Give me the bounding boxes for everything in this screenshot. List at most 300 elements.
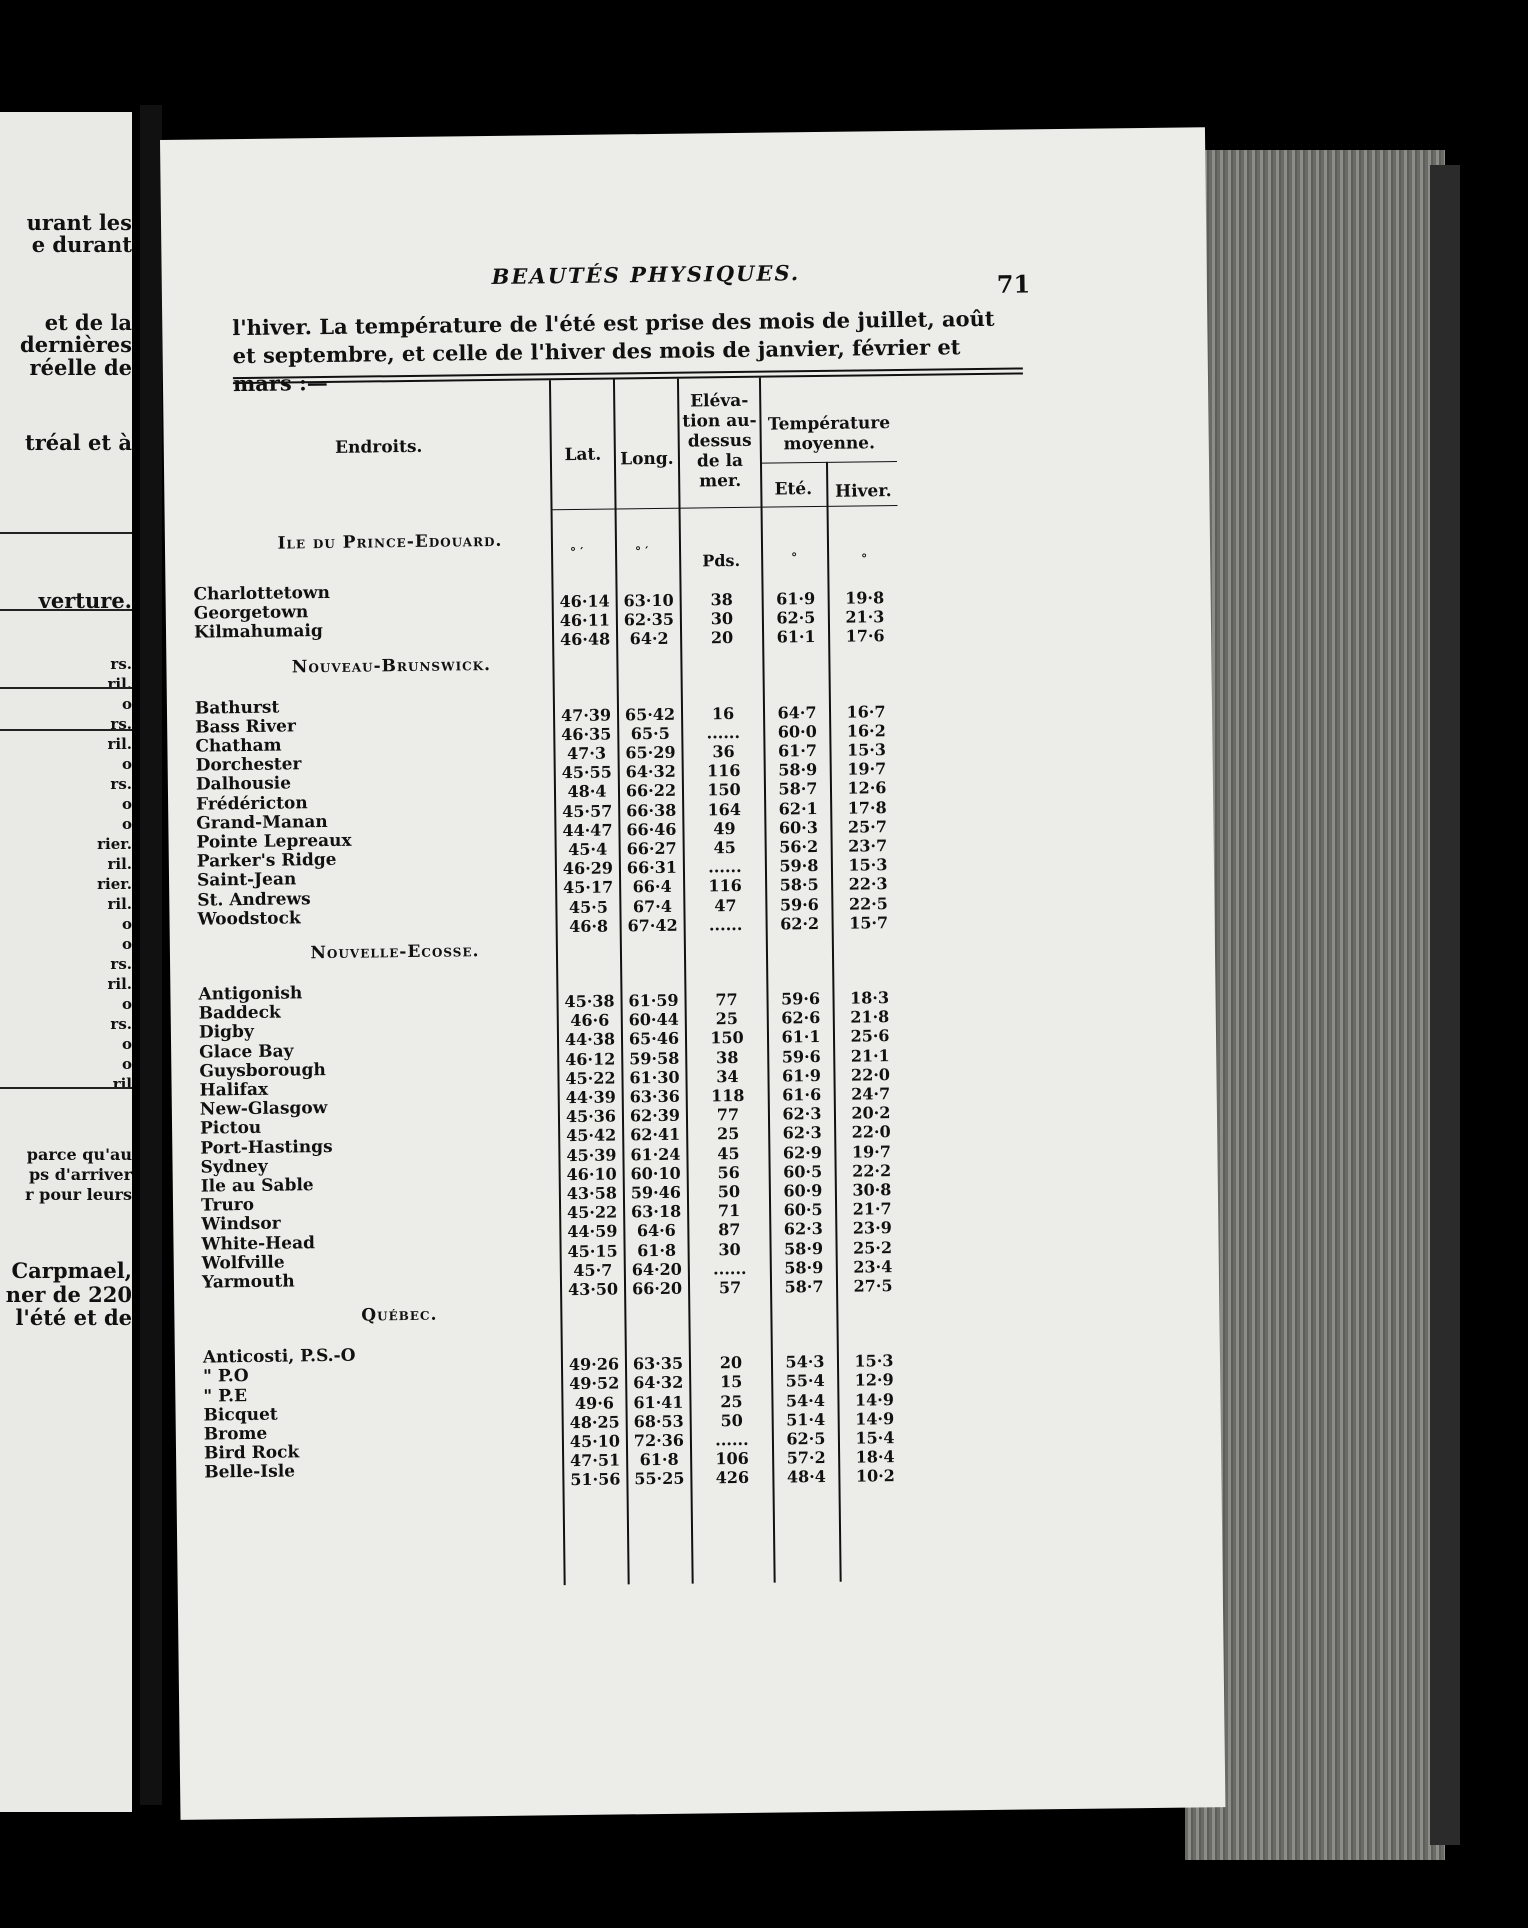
place-name: " P.O	[202, 1366, 249, 1387]
leader-dots	[316, 621, 546, 624]
cell-winter-temp: 16·2	[846, 720, 886, 741]
cell-winter-temp: 22·2	[852, 1160, 892, 1181]
facing-page-text: ril	[112, 1075, 132, 1093]
cell-latitude: 45·17	[562, 877, 614, 898]
header-long: Long.	[620, 448, 674, 470]
place-name: Dalhousie	[195, 773, 292, 795]
cell-elevation: 116	[708, 876, 742, 896]
cell-longitude: 64·20	[631, 1259, 682, 1280]
cell-summer-temp: 62·9	[782, 1142, 823, 1163]
place-name: Charlottetown	[193, 582, 331, 605]
cell-elevation: 36	[712, 742, 735, 762]
cell-elevation: 150	[707, 780, 741, 800]
cell-longitude: 68·53	[633, 1411, 684, 1432]
cell-winter-temp: 17·8	[847, 797, 887, 818]
leader-dots	[318, 830, 548, 833]
facing-page-text: l'été et de	[15, 1305, 132, 1330]
cell-winter-temp: 19·8	[845, 588, 885, 608]
cell-longitude: 61·8	[639, 1449, 679, 1470]
cell-elevation: 25	[720, 1391, 743, 1411]
cell-summer-temp: 54·3	[785, 1352, 825, 1372]
cell-latitude: 47·39	[560, 705, 612, 725]
cell-winter-temp: 19·7	[847, 759, 887, 779]
header-bottom-rule	[553, 505, 898, 510]
cell-elevation: 118	[710, 1085, 745, 1106]
place-name: Dorchester	[195, 754, 302, 776]
cell-elevation: ......	[715, 1429, 749, 1450]
temp-subrule	[762, 461, 897, 464]
cell-latitude: 46·11	[559, 610, 611, 631]
facing-page-text: dernières	[20, 332, 132, 357]
facing-page-text: o	[121, 1055, 132, 1073]
facing-page-text: r pour leurs	[25, 1185, 132, 1204]
facing-page-text: o	[121, 815, 132, 833]
place-name: White-Head	[201, 1232, 316, 1255]
leader-dots	[319, 869, 549, 872]
header-ete: Eté.	[774, 479, 813, 500]
leader-dots	[323, 1193, 553, 1196]
book-cover-edge	[1430, 165, 1460, 1845]
cell-latitude: 43·58	[566, 1183, 618, 1204]
cell-winter-temp: 15·3	[854, 1351, 894, 1371]
cell-summer-temp: 60·5	[783, 1200, 823, 1220]
leader-dots	[322, 1078, 552, 1081]
cell-elevation: 47	[714, 895, 737, 915]
cell-winter-temp: 24·7	[851, 1084, 891, 1104]
cell-winter-temp: 22·0	[851, 1122, 891, 1143]
cell-longitude: 59·58	[629, 1048, 680, 1068]
cell-winter-temp: 23·9	[852, 1218, 892, 1239]
cell-latitude: 45·10	[569, 1431, 621, 1452]
cell-latitude: 45·42	[566, 1125, 617, 1146]
cell-longitude: 67·42	[627, 915, 678, 936]
cell-longitude: 61·41	[633, 1392, 684, 1412]
facing-page-text: Carpmael,	[11, 1258, 132, 1283]
cell-latitude: 45·39	[566, 1145, 617, 1165]
cell-summer-temp: 62·5	[776, 608, 816, 628]
cell-latitude: 49·26	[568, 1354, 620, 1375]
cell-summer-temp: 58·7	[784, 1276, 824, 1297]
cell-latitude: 45·15	[567, 1241, 618, 1261]
book-gutter	[140, 105, 162, 1805]
cell-winter-temp: 12·9	[854, 1370, 894, 1390]
facing-page-text: rs.	[110, 655, 132, 673]
cell-latitude: 45·57	[562, 801, 613, 821]
cell-longitude: 62·39	[629, 1105, 681, 1126]
unit-hiver: °	[861, 551, 868, 566]
cell-winter-temp: 14·9	[854, 1389, 895, 1410]
leader-dots	[318, 773, 548, 776]
facing-page-rule	[0, 687, 132, 689]
cell-winter-temp: 15·4	[855, 1428, 895, 1448]
leader-dots	[317, 715, 547, 718]
cell-winter-temp: 30·8	[852, 1180, 892, 1200]
place-name: Bathurst	[194, 697, 280, 719]
cell-longitude: 63·10	[623, 590, 674, 611]
place-name: Kilmahumaig	[193, 621, 323, 644]
place-name: Guysborough	[199, 1059, 326, 1082]
cell-elevation: 25	[715, 1009, 739, 1029]
cell-winter-temp: 18·3	[849, 988, 890, 1008]
header-elevation: Eléva- tion au- dessus de la mer.	[682, 390, 757, 492]
cell-latitude: 46·48	[559, 629, 611, 650]
cell-winter-temp: 18·4	[855, 1447, 895, 1467]
cell-longitude: 72·36	[633, 1430, 685, 1451]
place-name: Antigonish	[198, 983, 303, 1005]
place-name: Baddeck	[198, 1002, 281, 1024]
cell-summer-temp: 61·9	[781, 1065, 822, 1086]
leader-dots	[316, 602, 546, 605]
cell-winter-temp: 22·5	[848, 893, 888, 914]
cell-longitude: 61·24	[630, 1144, 681, 1164]
cell-summer-temp: 59·6	[779, 894, 819, 915]
leader-dots	[319, 888, 549, 891]
place-name: Belle-Isle	[204, 1461, 296, 1483]
cell-elevation: 150	[710, 1028, 744, 1048]
cell-elevation: ......	[708, 914, 743, 935]
cell-winter-temp: 21·1	[850, 1045, 890, 1066]
leader-dots	[317, 734, 547, 737]
cell-latitude: 44·38	[564, 1029, 616, 1050]
cell-summer-temp: 58·9	[778, 760, 818, 780]
cell-summer-temp: 59·6	[781, 1046, 821, 1067]
cell-summer-temp: 59·8	[779, 856, 819, 876]
cell-summer-temp: 62·3	[782, 1104, 822, 1124]
cell-latitude: 44·47	[562, 820, 613, 840]
facing-page-text: o	[121, 995, 132, 1013]
cell-latitude: 46·14	[559, 591, 610, 612]
place-name: Sydney	[200, 1156, 268, 1178]
section-title: Québec.	[361, 1304, 438, 1326]
place-name: Bird Rock	[203, 1442, 300, 1464]
section-title: Nouveau-Brunswick.	[291, 654, 492, 678]
leader-dots	[319, 849, 549, 852]
cell-longitude: 63·36	[629, 1086, 680, 1107]
cell-winter-temp: 27·5	[853, 1276, 893, 1296]
cell-longitude: 66·4	[632, 877, 672, 897]
cell-elevation: ......	[706, 722, 741, 743]
cell-latitude: 44·59	[567, 1221, 618, 1242]
cell-latitude: 46·29	[562, 858, 614, 879]
cell-elevation: 77	[716, 1105, 740, 1125]
leader-dots	[322, 1117, 552, 1120]
cell-winter-temp: 21·8	[850, 1007, 890, 1027]
cell-winter-temp: 17·6	[845, 626, 885, 647]
place-name: Bicquet	[203, 1404, 278, 1426]
unit-lat: ° ′	[569, 544, 584, 560]
cell-winter-temp: 14·9	[855, 1408, 895, 1429]
cell-summer-temp: 59·6	[780, 989, 821, 1009]
cell-longitude: 66·31	[626, 857, 678, 878]
place-name: " P.E	[203, 1385, 248, 1407]
cell-winter-temp: 16·7	[846, 701, 886, 722]
cell-summer-temp: 57·2	[786, 1448, 826, 1468]
facing-page-text: o	[121, 915, 132, 933]
cell-elevation: 15	[719, 1372, 743, 1392]
header-lat: Lat.	[564, 444, 602, 466]
cell-summer-temp: 64·7	[777, 702, 817, 723]
cell-elevation: 57	[718, 1277, 742, 1298]
cell-elevation: 71	[717, 1201, 741, 1221]
place-name: Halifax	[199, 1079, 269, 1101]
cell-summer-temp: 55·4	[785, 1371, 825, 1391]
leader-dots	[318, 811, 548, 814]
place-name: Saint-Jean	[196, 869, 297, 891]
cell-winter-temp: 15·3	[846, 740, 887, 760]
cell-latitude: 45·36	[565, 1106, 617, 1127]
cell-summer-temp: 61·7	[777, 741, 818, 761]
cell-elevation: 50	[720, 1410, 743, 1431]
cell-longitude: 66·20	[631, 1278, 683, 1299]
header-hiver: Hiver.	[834, 481, 892, 502]
facing-page-text: o	[121, 795, 132, 813]
cell-winter-temp: 15·7	[849, 912, 889, 933]
cell-longitude: 66·38	[626, 800, 677, 820]
cell-latitude: 46·10	[566, 1164, 617, 1184]
facing-page-text: o	[121, 1035, 132, 1053]
leader-dots	[321, 1001, 551, 1004]
cell-summer-temp: 62·6	[781, 1008, 821, 1028]
leader-dots	[321, 1021, 551, 1024]
cell-latitude: 46·8	[569, 916, 609, 936]
facing-page-rule	[0, 1087, 132, 1089]
cell-winter-temp: 22·0	[850, 1064, 891, 1085]
intro-paragraph: l'hiver. La température de l'été est prise des mois de juillet, août et septembre, et celle de l'hiver des mois de janvier, février et mars :—	[232, 305, 995, 397]
cell-elevation: 56	[717, 1162, 740, 1183]
cell-latitude: 49·52	[569, 1373, 620, 1394]
cell-longitude: 59·46	[630, 1182, 682, 1203]
cell-summer-temp: 62·1	[778, 798, 818, 819]
cell-latitude: 47·51	[569, 1450, 621, 1471]
facing-page-text: parce qu'au	[26, 1145, 132, 1164]
cell-elevation: 87	[718, 1220, 741, 1240]
cell-latitude: 45·5	[568, 897, 609, 917]
leader-dots	[321, 1040, 551, 1043]
cell-summer-temp: 62·3	[783, 1219, 823, 1239]
cell-longitude: 62·41	[630, 1125, 681, 1145]
cell-longitude: 64·32	[625, 761, 676, 782]
cell-latitude: 45·22	[565, 1068, 616, 1088]
unit-ete: °	[791, 550, 798, 565]
cell-longitude: 65·42	[624, 704, 676, 724]
cell-winter-temp: 22·3	[848, 874, 888, 895]
cell-summer-temp: 60·5	[783, 1161, 823, 1182]
cell-longitude: 60·10	[630, 1163, 681, 1184]
leader-dots	[326, 1461, 556, 1464]
cell-summer-temp: 58·7	[778, 779, 818, 799]
cell-latitude: 48·25	[569, 1412, 620, 1432]
place-name: Chatham	[195, 735, 282, 757]
leader-dots	[318, 753, 548, 756]
cell-longitude: 63·35	[632, 1353, 684, 1374]
cell-summer-temp: 60·9	[783, 1180, 823, 1201]
cell-elevation: 25	[716, 1124, 740, 1144]
cell-winter-temp: 21·3	[845, 607, 885, 627]
cell-elevation: 34	[716, 1066, 739, 1087]
cell-elevation: 116	[706, 761, 741, 781]
cell-winter-temp: 15·3	[848, 855, 888, 875]
facing-page-text: rier.	[97, 835, 132, 853]
leader-dots	[325, 1403, 555, 1406]
place-name: Parker's Ridge	[196, 850, 337, 872]
cell-latitude: 45·4	[568, 839, 608, 860]
unit-long: ° ′	[634, 544, 649, 559]
place-name: Grand-Manan	[196, 811, 328, 834]
cell-elevation: 106	[715, 1449, 749, 1469]
place-name: Pictou	[199, 1118, 262, 1139]
cell-latitude: 45·22	[566, 1202, 618, 1223]
place-name: Anticosti, P.S.-O	[202, 1345, 356, 1368]
cell-summer-temp: 61·9	[776, 589, 816, 609]
cell-summer-temp: 62·2	[780, 913, 820, 934]
cell-winter-temp: 20·2	[851, 1103, 891, 1123]
cell-summer-temp: 58·5	[779, 875, 819, 895]
leader-dots	[322, 1097, 552, 1100]
cell-summer-temp: 58·9	[783, 1238, 824, 1259]
facing-page-text: réelle de	[29, 355, 132, 380]
leader-dots	[325, 1345, 555, 1348]
leader-dots	[326, 1422, 556, 1425]
cell-winter-temp: 23·7	[848, 836, 888, 856]
leader-dots	[324, 1251, 554, 1254]
facing-page-text: o	[121, 695, 132, 713]
cell-elevation: 50	[717, 1181, 741, 1202]
place-name: Frédéricton	[195, 792, 308, 815]
facing-page-text: rs.	[110, 715, 132, 733]
cell-longitude: 63·18	[630, 1201, 682, 1222]
cell-latitude: 47·3	[566, 743, 607, 764]
cell-longitude: 65·29	[625, 742, 676, 763]
facing-page-text: ner de 220	[5, 1282, 132, 1307]
place-name: Wolfville	[201, 1252, 285, 1274]
cell-latitude: 51·56	[570, 1469, 621, 1490]
facing-page-text: tréal et à	[25, 430, 132, 455]
cell-winter-temp: 25·7	[847, 816, 888, 837]
cell-longitude: 60·44	[628, 1009, 679, 1030]
leader-dots	[326, 1441, 556, 1444]
document-page	[160, 127, 1225, 1820]
place-name: Port-Hastings	[200, 1136, 333, 1159]
place-name: Pointe Lepreaux	[196, 830, 352, 853]
cell-summer-temp: 51·4	[786, 1409, 826, 1430]
facing-page-fragment	[0, 112, 132, 1812]
cell-elevation: 426	[715, 1468, 750, 1488]
place-name: Georgetown	[193, 602, 309, 624]
place-name: Woodstock	[197, 908, 301, 930]
place-name: Digby	[198, 1022, 254, 1043]
cell-winter-temp: 12·6	[847, 778, 887, 799]
cell-summer-temp: 61·1	[781, 1027, 821, 1047]
cell-latitude: 46·12	[565, 1049, 616, 1069]
facing-page-text: e durant	[31, 232, 132, 257]
place-name: Glace Bay	[199, 1041, 294, 1063]
header-temperature: Température moyenne.	[767, 413, 891, 455]
cell-elevation: 45	[717, 1143, 740, 1163]
cell-elevation: 30	[718, 1239, 741, 1259]
place-name: Bass River	[195, 716, 296, 738]
cell-longitude: 66·27	[626, 838, 677, 859]
place-name: Windsor	[201, 1213, 281, 1235]
cell-elevation: 30	[710, 609, 734, 629]
cell-elevation: 38	[710, 590, 733, 610]
cell-latitude: 48·4	[567, 781, 607, 802]
cell-longitude: 65·5	[630, 723, 670, 744]
leader-dots	[323, 1232, 553, 1235]
cell-longitude: 65·46	[628, 1029, 680, 1049]
cell-summer-temp: 62·3	[782, 1123, 822, 1143]
cell-summer-temp: 48·4	[786, 1467, 826, 1487]
cell-latitude: 45·55	[561, 762, 612, 783]
facing-page-text: rier.	[97, 875, 132, 893]
facing-page-rule	[0, 729, 132, 731]
leader-dots	[319, 907, 549, 910]
facing-page-text: rs.	[110, 775, 132, 793]
unit-elev: Pds.	[702, 550, 741, 571]
cell-winter-temp: 25·6	[850, 1026, 890, 1047]
cell-longitude: 64·2	[629, 629, 669, 649]
facing-page-text: rs.	[110, 955, 132, 973]
cell-winter-temp: 19·7	[851, 1141, 892, 1162]
cell-winter-temp: 10·2	[855, 1466, 895, 1486]
cell-elevation: ......	[708, 857, 742, 877]
cell-winter-temp: 21·7	[852, 1199, 892, 1219]
cell-longitude: 62·35	[623, 609, 675, 630]
cell-elevation: 20	[719, 1353, 743, 1373]
cell-elevation: 164	[707, 799, 742, 819]
facing-page-text: urant les	[26, 210, 132, 235]
facing-page-text: ril.	[107, 855, 132, 873]
facing-page-text: o	[121, 755, 132, 773]
leader-dots	[321, 1059, 551, 1062]
facing-page-rule	[0, 609, 132, 611]
cell-latitude: 43·50	[567, 1279, 619, 1300]
cell-winter-temp: 25·2	[852, 1237, 893, 1258]
cell-elevation: ......	[712, 1258, 747, 1279]
cell-longitude: 64·6	[636, 1221, 676, 1241]
cell-summer-temp: 58·9	[784, 1257, 824, 1278]
facing-page-rule	[0, 532, 132, 534]
cell-elevation: 16	[711, 703, 735, 723]
cell-longitude: 61·30	[629, 1067, 680, 1088]
place-name: Yarmouth	[201, 1271, 295, 1293]
cell-summer-temp: 61·1	[776, 627, 816, 647]
header-endroits: Endroits.	[334, 436, 423, 458]
section-title: Nouvelle-Ecosse.	[310, 941, 480, 964]
facing-page-text: rs.	[110, 1015, 132, 1033]
cell-latitude: 46·6	[570, 1010, 610, 1031]
facing-page-text: ril.	[107, 895, 132, 913]
cell-latitude: 46·35	[561, 724, 612, 744]
cell-summer-temp: 54·4	[785, 1390, 826, 1411]
place-name: Truro	[200, 1195, 255, 1216]
cell-latitude: 45·7	[573, 1260, 613, 1280]
cell-summer-temp: 60·3	[778, 817, 819, 838]
cell-elevation: 77	[715, 990, 738, 1010]
cell-longitude: 55·25	[634, 1469, 685, 1489]
cell-winter-temp: 23·4	[853, 1256, 893, 1277]
leader-dots	[322, 1155, 552, 1158]
cell-summer-temp: 60·0	[777, 721, 817, 742]
leader-dots	[318, 792, 548, 795]
cell-summer-temp: 62·5	[786, 1428, 826, 1449]
facing-page-text: et de la	[44, 310, 132, 335]
leader-dots	[325, 1384, 555, 1387]
cell-elevation: 45	[713, 838, 736, 858]
cell-longitude: 66·46	[626, 819, 677, 840]
facing-page-text: ril.	[107, 675, 132, 693]
cell-summer-temp: 56·2	[779, 837, 819, 857]
place-name: Ile au Sable	[200, 1175, 314, 1197]
